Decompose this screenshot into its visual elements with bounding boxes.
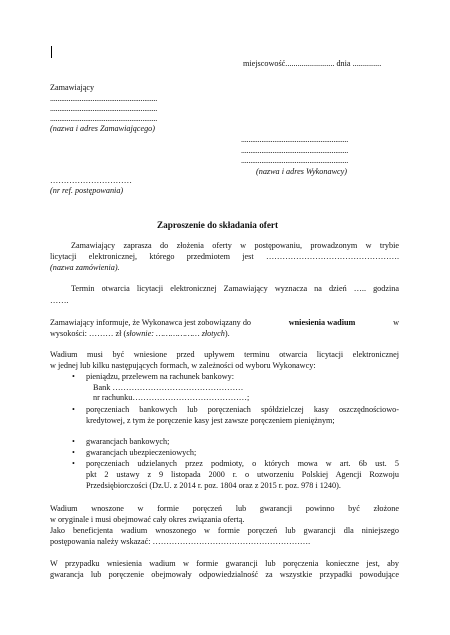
paragraph-line: Wadium wnoszone w formie poręczeń lub gwarancji powinno być złożone: [50, 504, 399, 513]
place-date-line[interactable]: miejscowość........................ dnia ..............: [243, 59, 382, 68]
list-item: kredytowej, z tym że poręczenie kasy jest zawsze poręczeniem pieniężnym;: [86, 416, 335, 425]
bullet-icon: •: [72, 405, 75, 414]
paragraph-line: Zamawiający zaprasza do złożenia oferty w postępowaniu, prowadzonym w trybie: [71, 241, 399, 250]
text-cursor: [51, 46, 52, 58]
reference-caption: (nr ref. postępowania): [50, 186, 124, 195]
paragraph-text: wysokości: ……… zł (: [50, 329, 127, 338]
list-item: gwarancjach bankowych;: [86, 437, 170, 446]
paragraph-line: w jednej lub kilku następujących formach, w zależności od wyboru Wykonawcy:: [50, 361, 316, 370]
employer-heading: Zamawiający: [50, 83, 95, 92]
paragraph-text: w: [393, 318, 399, 327]
list-item: poręczeniach bankowych lub poręczeniach spółdzielczej kasy oszczędnościowo-: [86, 405, 399, 414]
reference-dots[interactable]: …………………………: [50, 176, 132, 185]
paragraph-line: [50, 318, 399, 329]
paragraph-line: w oryginale i musi obejmować cały okres związania ofertą.: [50, 515, 245, 524]
bullet-icon: •: [72, 372, 75, 381]
list-item: pieniądzu, przelewem na rachunek bankowy:: [86, 372, 234, 381]
paragraph-text: Zamawiający informuje, że Wykonawca jest zobowiązany do: [50, 318, 252, 327]
employer-line[interactable]: ..........................................................: [50, 104, 158, 113]
paragraph-line: (nazwa zamówienia).: [50, 263, 120, 272]
list-item: Przedsiębiorczości (Dz.U. z 2014 r. poz. 1804 oraz z 2015 r. poz. 978 i 1240).: [86, 481, 341, 490]
contractor-line[interactable]: ..........................................................: [241, 146, 349, 155]
paragraph-line: Jako beneficjenta wadium wnoszonego w formie poręczeń lub gwarancji dla niniejszego: [50, 526, 399, 535]
list-item: pkt 2 ustawy z 9 listopada 2000 r. o utworzeniu Polskiej Agencji Rozwoju: [86, 470, 399, 479]
paragraph-text-bold: wniesienia wadium: [288, 318, 356, 327]
paragraph-text: ).: [224, 329, 230, 338]
bullet-icon: •: [72, 448, 75, 457]
paragraph-line: licytacji elektronicznej, którego przedmiotem jest ………………………………………….: [50, 252, 399, 261]
employer-line[interactable]: ..........................................................: [50, 94, 158, 103]
employer-caption: (nazwa i adres Zamawiającego): [50, 124, 155, 133]
paragraph-line: postępowania należy wskazać: ………………………………………………….: [50, 537, 311, 546]
bullet-icon: •: [72, 437, 75, 446]
list-item: gwarancjach ubezpieczeniowych;: [86, 448, 197, 457]
bullet-icon: •: [72, 459, 75, 468]
list-item: poręczeniach udzielanych przez podmioty, o których mowa w art. 6b ust. 5: [86, 459, 399, 468]
paragraph-line: W przypadku wniesienia wadium w formie gwarancji lub poręczenia konieczne jest, aby: [50, 559, 399, 568]
contractor-line[interactable]: ..........................................................: [241, 156, 349, 165]
document-title: Zaproszenie do składania ofert: [157, 220, 279, 230]
paragraph-line: …….: [50, 296, 69, 305]
contractor-line[interactable]: ..........................................................: [241, 135, 349, 144]
paragraph-line: gwarancja lub poręczenie obejmowały odpowiedzialność za wszystkie przypadki powodujące: [50, 570, 399, 579]
paragraph-line: [50, 329, 230, 340]
list-item: nr rachunku……………………………………;: [93, 393, 250, 402]
list-item: Bank …………………………………………: [93, 383, 244, 392]
paragraph-line: Wadium musi być wniesione przed upływem terminu otwarcia licytacji elektronicznej: [50, 350, 399, 359]
paragraph-line: Termin otwarcia licytacji elektronicznej Zamawiający wyznacza na dzień ….. godzina: [71, 284, 399, 293]
employer-line[interactable]: ..........................................................: [50, 114, 158, 123]
paragraph-text-italic: słownie: ……………… złotych: [126, 329, 225, 338]
contractor-caption: (nazwa i adres Wykonawcy): [256, 167, 348, 176]
